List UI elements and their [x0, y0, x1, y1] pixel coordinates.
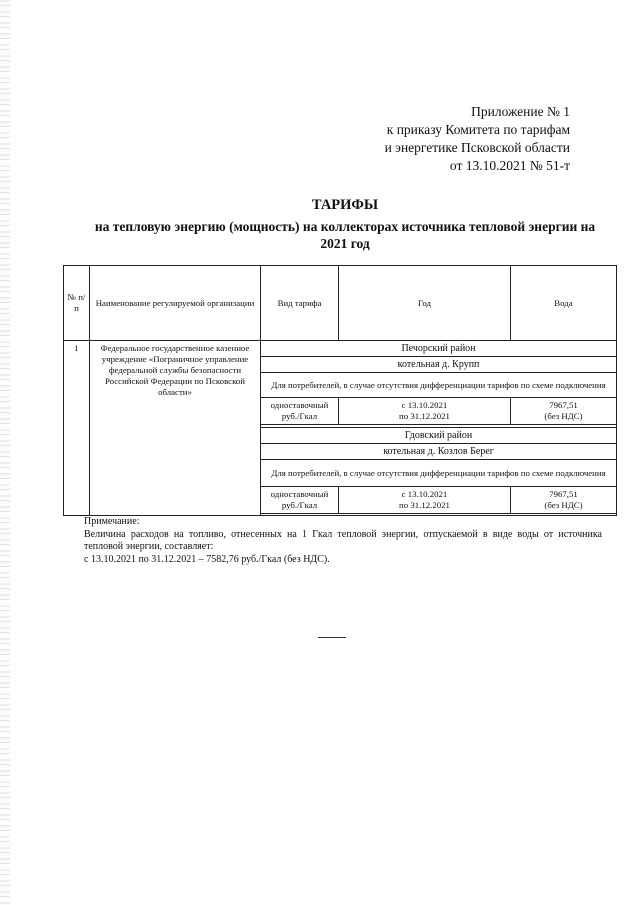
header-year: Год: [339, 266, 511, 341]
header-org: Наименование регулируемой организации: [90, 266, 261, 341]
table-row: [64, 341, 617, 357]
scan-edge: [0, 0, 10, 905]
appendix-block: [300, 103, 570, 175]
period-to: по 31.12.2021: [399, 411, 450, 421]
row-org: Федеральное государственное казенное учреждение «Пограничное управление федеральной службы безопасности Российской Федерации по Псковской области»: [90, 341, 261, 516]
period-cell: [339, 398, 511, 425]
appendix-line-1: Приложение № 1: [471, 104, 570, 119]
value-cell: [511, 398, 617, 425]
note-text: Величина расходов на топливо, отнесенных на 1 Гкал тепловой энергии, отпускаемой в виде воды от источника тепловой энергии, составляет:: [84, 528, 602, 552]
appendix-line-2: к приказу Комитета по тарифам: [386, 122, 570, 137]
tariff-type-cell: одноставочный руб./Гкал: [261, 487, 339, 514]
header-num: № п/п: [64, 266, 90, 341]
document-title: ТАРИФЫ: [311, 197, 379, 213]
tariff-value: 7967,51: [549, 400, 578, 410]
note-block: [84, 516, 602, 566]
period-from: с 13.10.2021: [401, 489, 448, 499]
vat-note: (без НДС): [544, 500, 583, 510]
district-cell: Гдовский район: [261, 428, 617, 444]
boiler-cell: котельная д. Козлов Берег: [261, 444, 617, 460]
tariff-value: 7967,51: [549, 489, 578, 499]
appendix-line-4: от 13.10.2021 № 51-т: [449, 158, 570, 173]
value-cell: [511, 487, 617, 514]
header-water: Вода: [511, 266, 617, 341]
district-cell: Печорский район: [261, 341, 617, 357]
end-dash: [318, 637, 346, 638]
appendix-line-3: и энергетике Псковской области: [384, 140, 570, 155]
tariff-type-cell: одноставочный руб./Гкал: [261, 398, 339, 425]
header-tariff-type: Вид тарифа: [261, 266, 339, 341]
period-to: по 31.12.2021: [399, 500, 450, 510]
consumers-cell: Для потребителей, в случае отсутствия дифференциации тарифов по схеме подключения: [261, 460, 617, 487]
tariffs-table: [63, 265, 617, 516]
note-label: Примечание:: [84, 516, 140, 527]
note-value-line: с 13.10.2021 по 31.12.2021 – 7582,76 руб./Гкал (без НДС).: [84, 553, 330, 565]
consumers-cell: Для потребителей, в случае отсутствия дифференциации тарифов по схеме подключения: [261, 373, 617, 398]
document-subtitle: на тепловую энергию (мощность) на коллекторах источника тепловой энергии на 2021 год: [94, 219, 596, 251]
table-header-row: [64, 266, 617, 341]
period-from: с 13.10.2021: [401, 400, 448, 410]
row-num: 1: [64, 341, 90, 516]
vat-note: (без НДС): [544, 411, 583, 421]
boiler-cell: котельная д. Крупп: [261, 357, 617, 373]
period-cell: [339, 487, 511, 514]
